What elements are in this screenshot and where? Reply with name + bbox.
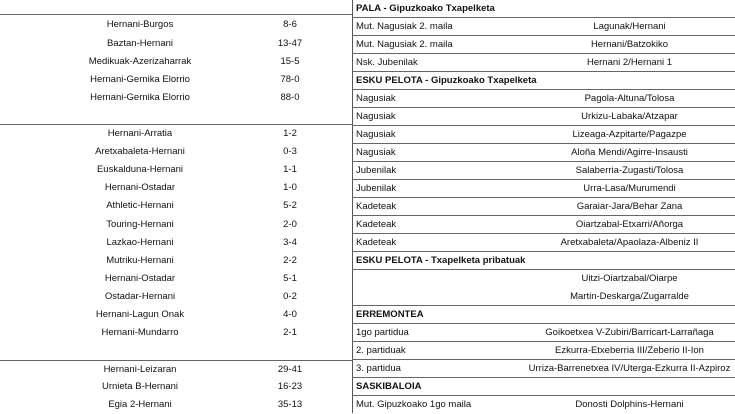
result: Urriza-Barrenetxea IV/Uterga-Ezkurra II-Azpiroz	[528, 363, 731, 374]
table-row	[352, 288, 735, 306]
table-row	[0, 35, 352, 53]
result: Salaberria-Zugasti/Tolosa	[575, 165, 684, 176]
result: Urkizu-Labaka/Atzapar	[581, 111, 678, 122]
category: Kadeteak	[356, 219, 397, 230]
table-row	[0, 324, 352, 342]
table-row	[0, 89, 352, 107]
result: Martin-Deskarga/Zugarralde	[570, 291, 689, 302]
table-row	[0, 288, 352, 306]
result: Uitzi-Oiartzabal/Oiarpe	[581, 273, 678, 284]
section-header	[352, 252, 735, 270]
table-row	[352, 54, 735, 72]
category: Kadeteak	[356, 237, 397, 248]
match-name: Hernani-Gernika Elorrio	[90, 92, 190, 103]
category: Nagusiak	[356, 111, 396, 122]
category: 1go partidua	[356, 327, 409, 338]
match-name: Euskalduna-Hernani	[96, 164, 184, 175]
match-name: Hernani-Lagun Onak	[95, 309, 185, 320]
table-row	[0, 16, 352, 34]
result: Lagunak/Hernani	[593, 21, 666, 32]
section-header	[352, 306, 735, 324]
match-score: 88-0	[280, 92, 300, 103]
category: Nagusiak	[356, 147, 396, 158]
match-score: 2-2	[283, 255, 297, 266]
table-row	[352, 234, 735, 252]
match-name: Hernani-Ostadar	[104, 273, 176, 284]
match-name: Mutriku-Hernani	[106, 255, 174, 266]
category: Jubenilak	[356, 183, 397, 194]
result: Garaiar-Jara/Behar Zana	[576, 201, 683, 212]
match-score: 29-41	[277, 364, 303, 375]
table-row	[352, 324, 735, 342]
match-name: Egia 2-Hernani	[108, 399, 172, 410]
section-title: PALA - Gipuzkoako Txapelketa	[356, 3, 495, 14]
match-name: Athletic-Hernani	[106, 200, 174, 211]
category: 3. partidua	[356, 363, 401, 374]
table-row	[0, 306, 352, 324]
table-row	[352, 180, 735, 198]
table-row	[0, 53, 352, 71]
category: Mut. Nagusiak 2. maila	[356, 39, 453, 50]
table-row	[352, 18, 735, 36]
match-score: 2-0	[283, 219, 297, 230]
table-row	[0, 396, 352, 414]
table-row	[0, 361, 352, 379]
section-header	[352, 378, 735, 396]
result: Ezkurra-Etxeberria III/Zeberio II-Ion	[555, 345, 704, 356]
match-score: 1-0	[283, 182, 297, 193]
match-name: Baztan-Hernani	[106, 38, 173, 49]
result: Oiartzabal-Etxarri/Añorga	[575, 219, 684, 230]
match-score: 5-1	[283, 273, 297, 284]
table-row	[352, 108, 735, 126]
section-header	[352, 0, 735, 18]
match-name: Ostadar-Hernani	[104, 291, 176, 302]
table-row	[352, 396, 735, 414]
match-name: Hernani-Arratia	[107, 128, 173, 139]
match-score: 2-1	[283, 327, 297, 338]
match-name: Aretxabaleta-Hernani	[95, 146, 185, 157]
result: Goikoetxea V-Zubiri/Barricart-Larrañaga	[545, 327, 714, 338]
match-name: Hernani-Leizaran	[103, 364, 177, 375]
result: Donosti Dolphins-Hernani	[575, 399, 684, 410]
table-row	[0, 378, 352, 396]
result: Aloña Mendi/Agirre-Insausti	[571, 147, 688, 158]
result: Lizeaga-Azpitarte/Pagazpe	[572, 129, 687, 140]
table-row	[352, 126, 735, 144]
match-name: Urnieta B-Hernani	[101, 381, 179, 392]
table-row	[352, 144, 735, 162]
table-row	[352, 162, 735, 180]
table-row	[352, 342, 735, 360]
match-name: Hernani-Ostadar	[104, 182, 176, 193]
table-row	[0, 179, 352, 197]
match-name: Lazkao-Hernani	[106, 237, 174, 248]
table-row	[352, 216, 735, 234]
match-score: 0-2	[283, 291, 297, 302]
match-name: Hernani-Gernika Elorrio	[90, 74, 190, 85]
table-row	[0, 197, 352, 215]
result: Pagola-Altuna/Tolosa	[584, 93, 675, 104]
table-row	[0, 161, 352, 179]
result: Aretxabaleta/Apaolaza-Albeniz II	[560, 237, 699, 248]
match-name: Touring-Hernani	[106, 219, 174, 230]
section-title: ERREMONTEA	[356, 309, 424, 320]
category: Nagusiak	[356, 93, 396, 104]
table-row	[0, 143, 352, 161]
section-title: ESKU PELOTA - Gipuzkoako Txapelketa	[356, 75, 537, 86]
result: Urra-Lasa/Murumendi	[583, 183, 676, 194]
match-name: Hernani-Burgos	[106, 19, 174, 30]
match-name: Medikuak-Azerizaharrak	[88, 56, 192, 67]
match-score: 4-0	[283, 309, 297, 320]
table-row	[352, 90, 735, 108]
match-score: 8-6	[283, 19, 297, 30]
match-name: Hernani-Mundarro	[101, 327, 179, 338]
category: Mut. Gipuzkoako 1go maila	[356, 399, 472, 410]
section-header	[352, 72, 735, 90]
table-row	[0, 71, 352, 89]
table-row	[0, 234, 352, 252]
left-results-column	[0, 0, 352, 413]
table-row	[352, 270, 735, 288]
category: Kadeteak	[356, 201, 397, 212]
divider	[0, 14, 352, 15]
table-row	[0, 252, 352, 270]
match-score: 5-2	[283, 200, 297, 211]
table-row	[352, 36, 735, 54]
category: Jubenilak	[356, 165, 397, 176]
match-score: 0-3	[283, 146, 297, 157]
table-row	[0, 216, 352, 234]
match-score: 35-13	[277, 399, 303, 410]
result: Hernani 2/Hernani 1	[586, 57, 673, 68]
section-title: SASKIBALOIA	[356, 381, 422, 392]
table-row	[0, 125, 352, 143]
match-score: 1-2	[283, 128, 297, 139]
match-score: 16-23	[277, 381, 303, 392]
category: 2. partiduak	[356, 345, 406, 356]
match-score: 13-47	[277, 38, 303, 49]
category: Nagusiak	[356, 129, 396, 140]
table-row	[0, 270, 352, 288]
right-results-column	[352, 0, 735, 413]
match-score: 15-5	[280, 56, 300, 67]
category: Nsk. Jubenilak	[356, 57, 418, 68]
match-score: 1-1	[283, 164, 297, 175]
category: Mut. Nagusiak 2. maila	[356, 21, 453, 32]
table-row	[352, 198, 735, 216]
table-row	[352, 360, 735, 378]
section-title: ESKU PELOTA - Txapelketa pribatuak	[356, 255, 526, 266]
match-score: 78-0	[280, 74, 300, 85]
match-score: 3-4	[283, 237, 297, 248]
result: Hernani/Batzokiko	[590, 39, 669, 50]
